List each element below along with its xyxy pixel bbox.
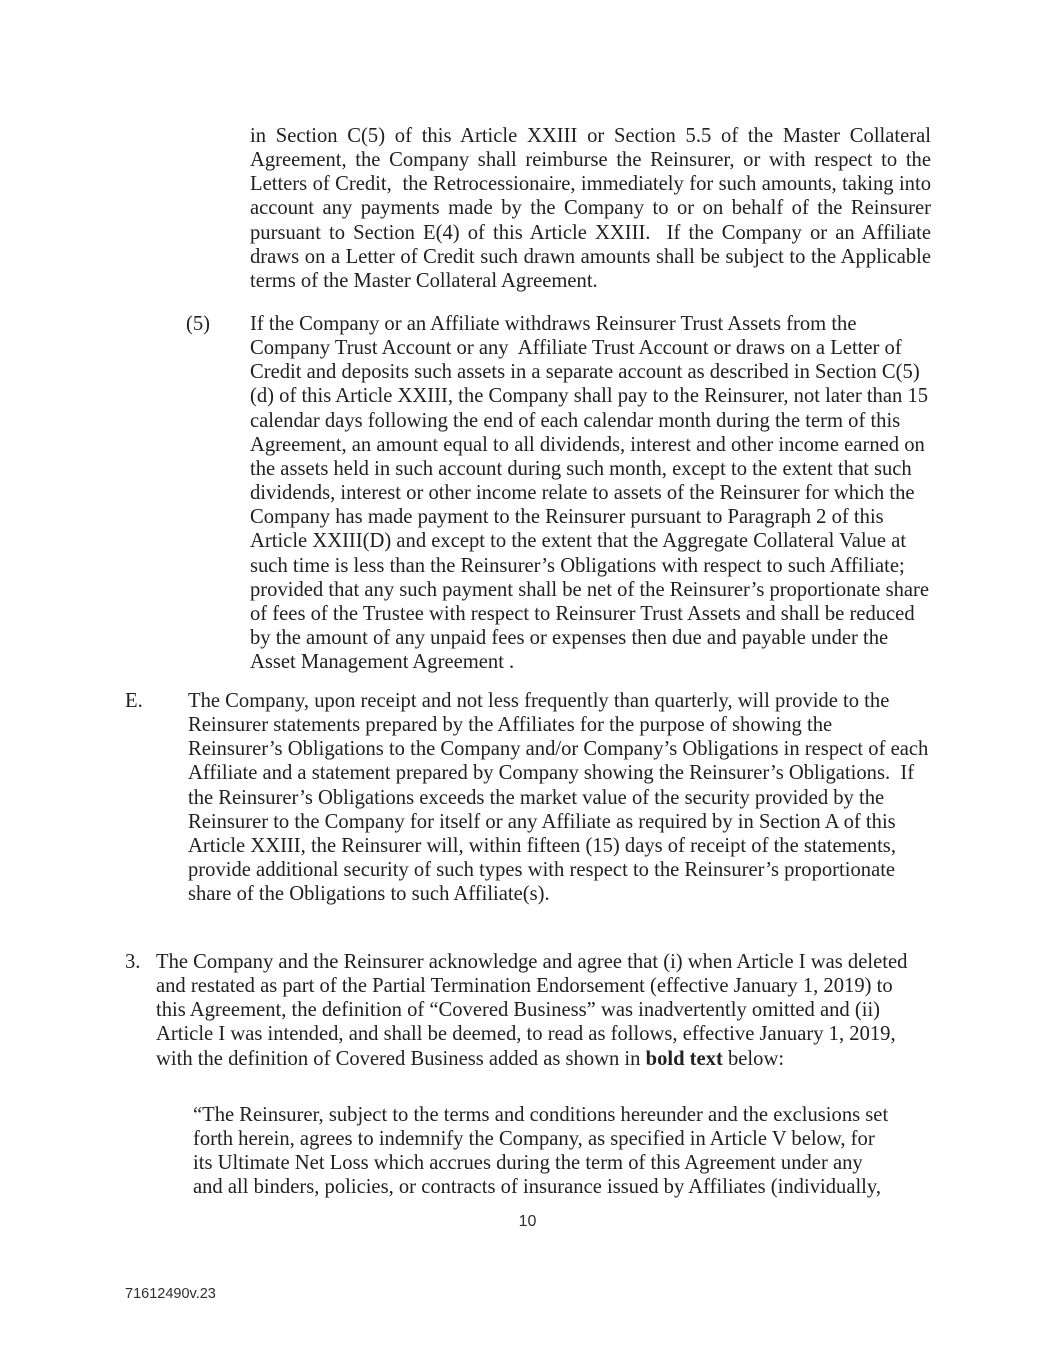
document-control-number: 71612490v.23 [125, 1286, 216, 1302]
paragraph-section-c5-continuation: in Section C(5) of this Article XXIII or Section 5.5 of the Master Collateral Agreement, the Company shall reimburse the Reinsurer, or with respect to the Letters of Credit, the Retrocessionaire, immediately for such amounts, taking into account any payments made by the Company to or on behalf of the Reinsurer pursuant to Section E(4) of this Article XXIII. If the Company or an Affiliate draws on a Letter of Credit such drawn amounts shall be subject to the Applicable terms of the Master Collateral Agreement. [250, 125, 937, 292]
paragraph-article-i-quote: “The Reinsurer, subject to the terms and conditions hereunder and the exclusions set forth herein, agrees to indemnify the Company, as specified in Article V below, for its Ultimate Net Loss which accrues during the term of this Agreement under any and all binders, policies, or contracts of insurance issued by Affiliates (individually, [193, 1104, 894, 1199]
paragraph-item-3 [156, 950, 923, 1071]
paragraph-item-e: The Company, upon receipt and not less frequently than quarterly, will provide to the Reinsurer statements prepared by the Affiliates for the purpose of showing the Reinsurer’s Obligations to the Company and/or Company’s Obligations in respect of each Affiliate and a statement prepared by Company showing the Reinsurer’s Obligations. If the Reinsurer’s Obligations exceeds the market value of the security provided by the Reinsurer to the Company for itself or any Affiliate as required by in Section A of this Article XXIII, the Reinsurer will, within fifteen (15) days of receipt of the statements, provide additional security of such types with respect to the Reinsurer’s proportionate share of the Obligations to such Affiliate(s). [188, 690, 933, 906]
paragraph-item-5: If the Company or an Affiliate withdraws Reinsurer Trust Assets from the Company Trust Account or any Affiliate Trust Account or draws on a Letter of Credit and deposits such assets in a separate account as described in Section C(5)(d) of this Article XXIII, the Company shall pay to the Reinsurer, not later than 15 calendar days following the end of each calendar month during the term of this Agreement, an amount equal to all dividends, interest and other income earned on the assets held in such account during such month, except to the extent that such dividends, interest or other income relate to assets of the Reinsurer for which the Company has made payment to the Reinsurer pursuant to Paragraph 2 of this Article XXIII(D) and except to the extent that the Aggregate Collateral Value at such time is less than the Reinsurer’s Obligations with respect to such Affiliate; provided that any such payment shall be net of the Reinsurer’s proportionate share of fees of the Trustee with respect to Reinsurer Trust Assets and shall be reduced by the amount of any unpaid fees or expenses then due and payable under the Asset Management Agreement . [250, 313, 935, 674]
bold-text-run: bold text [645, 1047, 723, 1070]
list-label-3: 3. [125, 951, 141, 973]
paragraph-item-3-before-bold: The Company and the Reinsurer acknowledge and agree that (i) when Article I was deleted and restated as part of the Partial Termination Endorsement (effective January 1, 2019) to this Agreement, the definition of “Covered Business” was inadvertently omitted and (ii) Article I was intended, and shall be deemed, to read as follows, effective January 1, 2019, with the definition of Covered Business added as shown in [156, 951, 913, 1070]
list-label-5: (5) [186, 313, 211, 335]
list-label-e: E. [125, 690, 143, 712]
page-number: 10 [518, 1213, 537, 1230]
paragraph-item-3-after-bold: below: [722, 1047, 785, 1070]
